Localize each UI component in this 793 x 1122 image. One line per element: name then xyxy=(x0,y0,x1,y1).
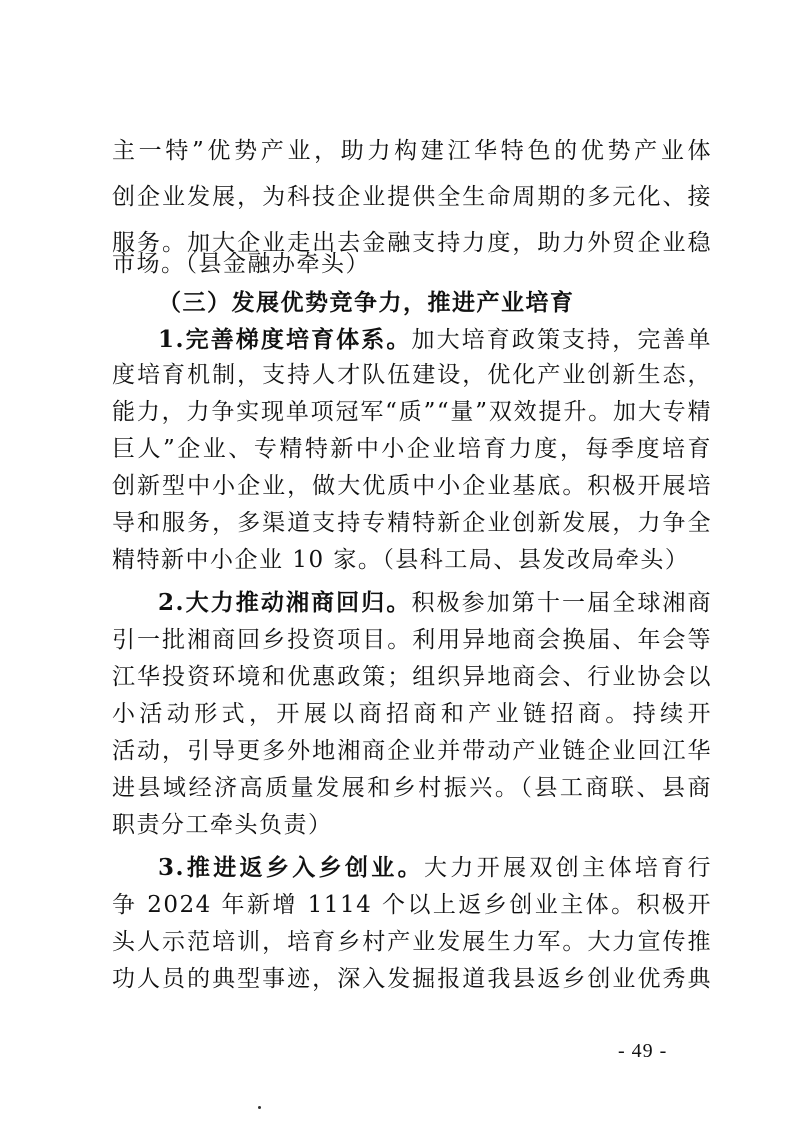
item-2-first-line-text: 积极参加第十一届全球湘商 xyxy=(411,590,712,616)
body-line: 争 2024 年新增 1114 个以上返乡创业主体。积极开 xyxy=(112,892,712,918)
body-line: 引一批湘商回乡投资项目。利用异地商会换届、年会等 xyxy=(112,627,712,653)
body-line-last: 职责分工牵头负责） xyxy=(112,812,333,838)
body-line: 活动，引导更多外地湘商企业并带动产业链企业回江华 xyxy=(112,738,712,764)
body-line-last: 精特新中小企业 10 家。（县科工局、县发改局牵头） xyxy=(112,547,690,573)
item-1-title: 1.完善梯度培育体系。 xyxy=(158,326,412,353)
body-line: 创企业发展，为科技企业提供全生命周期的多元化、接 xyxy=(112,184,712,210)
body-line: 导和服务，多渠道支持专精特新企业创新发展，力争全 xyxy=(112,510,712,536)
scan-speck xyxy=(258,1106,261,1109)
body-line: 小活动形式，开展以商招商和产业链招商。持续开 xyxy=(112,701,712,727)
body-line: 创新型中小企业，做大优质中小企业基底。积极开展培 xyxy=(112,473,712,499)
body-line: 头人示范培训，培育乡村产业发展生力军。大力宣传推 xyxy=(112,929,712,955)
body-line: 功人员的典型事迹，深入发掘报道我县返乡创业优秀典 xyxy=(112,966,712,992)
body-line: 巨人”企业、专精特新中小企业培育力度，每季度培育 xyxy=(112,436,712,462)
item-2-title: 2.大力推动湘商回归。 xyxy=(158,589,412,616)
item-2-first-line xyxy=(158,588,712,618)
body-line-last: 市场。（县金融办牵头） xyxy=(112,251,370,277)
body-line: 能力，力争实现单项冠军“质”“量”双效提升。加大专精 xyxy=(112,399,712,425)
page-number: - 49 - xyxy=(618,1040,668,1062)
item-1-first-line-text: 加大培育政策支持，完善单 xyxy=(411,327,712,353)
body-line: 服务。加大企业走出去金融支持力度，助力外贸企业稳 xyxy=(112,230,712,256)
body-line: 主一特”优势产业，助力构建江华特色的优势产业体 xyxy=(112,138,712,164)
body-line: 进县域经济高质量发展和乡村振兴。（县工商联、县商 xyxy=(112,775,712,801)
body-line: 度培育机制，支持人才队伍建设，优化产业创新生态， xyxy=(112,362,712,388)
section-heading: （三）发展优势竞争力，推进产业培育 xyxy=(158,289,575,316)
item-3-first-line xyxy=(158,853,712,883)
item-3-first-line-text: 大力开展双创主体培育行 xyxy=(424,855,712,881)
body-line: 江华投资环境和优惠政策；组织异地商会、行业协会以 xyxy=(112,664,712,690)
item-3-title: 3.推进返乡入乡创业。 xyxy=(158,854,425,881)
item-1-first-line xyxy=(158,325,712,355)
